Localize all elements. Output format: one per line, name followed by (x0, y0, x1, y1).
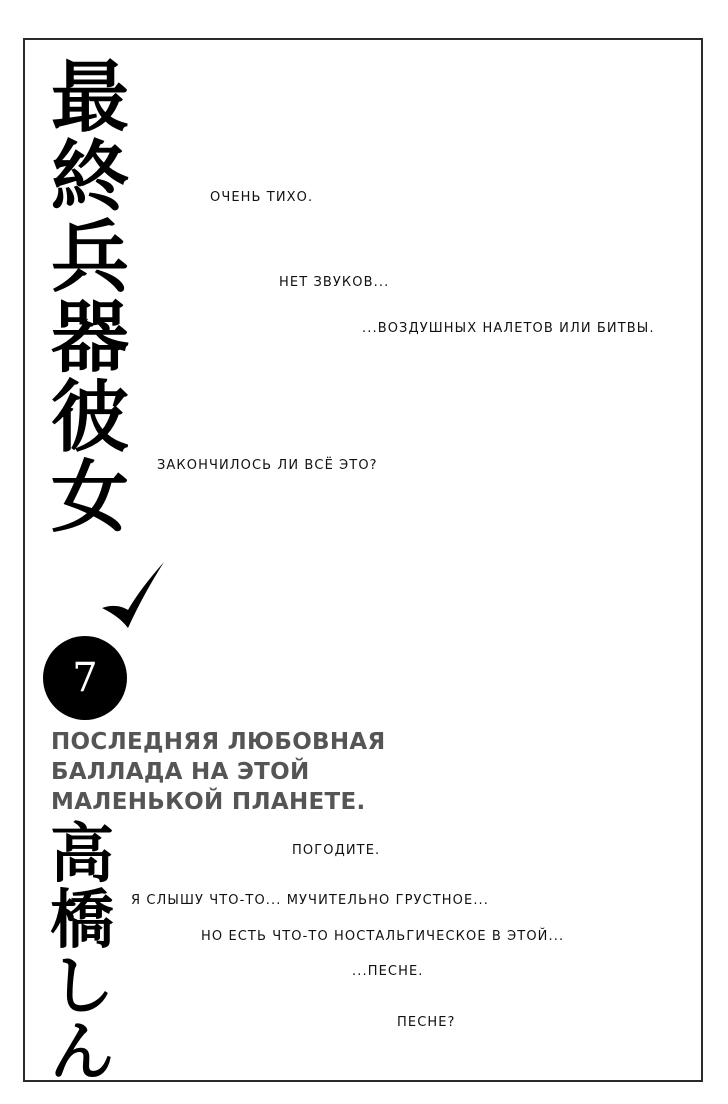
narration-line: ОЧЕНЬ ТИХО. (210, 190, 314, 205)
narration-line: НЕТ ЗВУКОВ... (279, 275, 390, 290)
title-char: 最 (50, 52, 129, 143)
volume-badge (43, 636, 127, 720)
title-char: 終 (50, 132, 129, 223)
narration-line: ЗАКОНЧИЛОСЬ ЛИ ВСЁ ЭТО? (157, 458, 378, 473)
narration-line: ...ПЕСНЕ. (352, 964, 424, 979)
author-char: し (50, 950, 114, 1024)
narration-line: Я СЛЫШУ ЧТО-ТО... МУЧИТЕЛЬНО ГРУСТНОЕ... (131, 893, 490, 908)
author-name (40, 818, 124, 1090)
subtitle-line: ПОСЛЕДНЯЯ ЛЮБОВНАЯ (51, 729, 386, 755)
title-char: 器 (50, 292, 129, 383)
title-swoosh-graphic (100, 560, 166, 630)
subtitle-line: МАЛЕНЬКОЙ ПЛАНЕТЕ. (51, 789, 366, 815)
vertical-title (44, 52, 136, 543)
narration-line: ПЕСНЕ? (397, 1015, 456, 1030)
author-char: ん (50, 1016, 114, 1090)
title-char: 彼 (50, 372, 129, 463)
volume-number: 7 (72, 655, 98, 701)
author-char: 高 (50, 818, 114, 892)
subtitle-line: БАЛЛАДА НА ЭТОЙ (51, 759, 310, 785)
author-char: 橋 (50, 884, 114, 958)
narration-line: ...ВОЗДУШНЫХ НАЛЕТОВ ИЛИ БИТВЫ. (362, 321, 655, 336)
narration-line: ПОГОДИТЕ. (292, 843, 381, 858)
narration-line: НО ЕСТЬ ЧТО-ТО НОСТАЛЬГИЧЕСКОЕ В ЭТОЙ... (201, 929, 565, 944)
title-char: 女 (50, 452, 129, 543)
subtitle (51, 727, 431, 817)
title-char: 兵 (50, 212, 129, 303)
